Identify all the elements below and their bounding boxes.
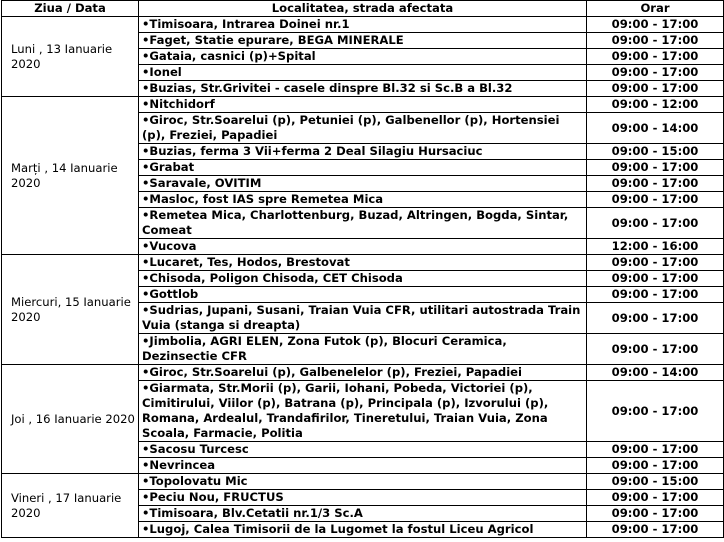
location-cell: •Peciu Nou, FRUCTUS	[139, 490, 587, 506]
location-cell: •Saravale, OVITIM	[139, 176, 587, 192]
location-cell: •Jimbolia, AGRI ELEN, Zona Futok (p), Blocuri Ceramica, Dezinsectie CFR	[139, 334, 587, 365]
time-cell: 09:00 - 17:00	[587, 334, 724, 365]
location-cell: •Gataia, casnici (p)+Spital	[139, 49, 587, 65]
location-cell: •Topolovatu Mic	[139, 474, 587, 490]
day-cell-friday: Vineri , 17 Ianuarie 2020	[2, 474, 139, 538]
time-cell: 09:00 - 14:00	[587, 113, 724, 144]
time-cell: 09:00 - 15:00	[587, 474, 724, 490]
table-row	[2, 474, 724, 490]
day-cell-thursday: Joi , 16 Ianuarie 2020	[2, 365, 139, 474]
location-cell: •Buzias, ferma 3 Vii+ferma 2 Deal Silagiu Hursaciuc	[139, 144, 587, 160]
location-cell: •Lugoj, Calea Timisorii de la Lugomet la fostul Liceu Agricol	[139, 522, 587, 538]
time-cell: 09:00 - 17:00	[587, 255, 724, 271]
header-day: Ziua / Data	[2, 1, 139, 17]
time-cell: 12:00 - 16:00	[587, 239, 724, 255]
location-cell: •Sacosu Turcesc	[139, 442, 587, 458]
time-cell: 09:00 - 17:00	[587, 458, 724, 474]
location-cell: •Grabat	[139, 160, 587, 176]
time-cell: 09:00 - 12:00	[587, 97, 724, 113]
location-cell: •Ionel	[139, 65, 587, 81]
location-cell: •Giarmata, Str.Morii (p), Garii, Iohani, Pobeda, Victoriei (p), Cimitirului, Viilor (p), Batrana (p), Principala (p), Izvorului (p), Romana, Ardealul, Trandafirilor, Tineretului, Traian Vuia, Zona Scoala, Farmacie, Politia	[139, 381, 587, 442]
time-cell: 09:00 - 17:00	[587, 381, 724, 442]
time-cell: 09:00 - 17:00	[587, 33, 724, 49]
location-cell: •Masloc, fost IAS spre Remetea Mica	[139, 192, 587, 208]
location-cell: •Timisoara, Blv.Cetatii nr.1/3 Sc.A	[139, 506, 587, 522]
location-cell: •Nevrincea	[139, 458, 587, 474]
header-time: Orar	[587, 1, 724, 17]
time-cell: 09:00 - 17:00	[587, 49, 724, 65]
location-cell: •Giroc, Str.Soarelui (p), Petuniei (p), Galbenellor (p), Hortensiei (p), Freziei, Papadiei	[139, 113, 587, 144]
time-cell: 09:00 - 17:00	[587, 303, 724, 334]
table-row	[2, 97, 724, 113]
time-cell: 09:00 - 17:00	[587, 490, 724, 506]
time-cell: 09:00 - 17:00	[587, 81, 724, 97]
location-cell: •Sudrias, Jupani, Susani, Traian Vuia CFR, utilitari autostrada Train Vuia (stanga si dreapta)	[139, 303, 587, 334]
time-cell: 09:00 - 14:00	[587, 365, 724, 381]
time-cell: 09:00 - 17:00	[587, 192, 724, 208]
location-cell: •Faget, Statie epurare, BEGA MINERALE	[139, 33, 587, 49]
location-cell: •Vucova	[139, 239, 587, 255]
time-cell: 09:00 - 17:00	[587, 442, 724, 458]
table-row	[2, 17, 724, 33]
outage-schedule-table	[1, 0, 724, 538]
location-cell: •Buzias, Str.Grivitei - casele dinspre Bl.32 si Sc.B a Bl.32	[139, 81, 587, 97]
time-cell: 09:00 - 17:00	[587, 506, 724, 522]
time-cell: 09:00 - 17:00	[587, 17, 724, 33]
header-location: Localitatea, strada afectata	[139, 1, 587, 17]
location-cell: •Giroc, Str.Soarelui (p), Galbenelelor (p), Freziei, Papadiei	[139, 365, 587, 381]
location-cell: •Remetea Mica, Charlottenburg, Buzad, Altringen, Bogda, Sintar, Comeat	[139, 208, 587, 239]
time-cell: 09:00 - 15:00	[587, 144, 724, 160]
time-cell: 09:00 - 17:00	[587, 271, 724, 287]
time-cell: 09:00 - 17:00	[587, 160, 724, 176]
day-cell-wednesday: Miercuri, 15 Ianuarie 2020	[2, 255, 139, 365]
day-cell-tuesday: Marți , 14 Ianuarie 2020	[2, 97, 139, 255]
time-cell: 09:00 - 17:00	[587, 208, 724, 239]
location-cell: •Nitchidorf	[139, 97, 587, 113]
time-cell: 09:00 - 17:00	[587, 176, 724, 192]
day-cell-monday: Luni , 13 Ianuarie 2020	[2, 17, 139, 97]
time-cell: 09:00 - 17:00	[587, 287, 724, 303]
header-row	[2, 1, 724, 17]
table-row	[2, 365, 724, 381]
location-cell: •Lucaret, Tes, Hodos, Brestovat	[139, 255, 587, 271]
location-cell: •Chisoda, Poligon Chisoda, CET Chisoda	[139, 271, 587, 287]
time-cell: 09:00 - 17:00	[587, 522, 724, 538]
location-cell: •Timisoara, Intrarea Doinei nr.1	[139, 17, 587, 33]
location-cell: •Gottlob	[139, 287, 587, 303]
time-cell: 09:00 - 17:00	[587, 65, 724, 81]
table-row	[2, 255, 724, 271]
